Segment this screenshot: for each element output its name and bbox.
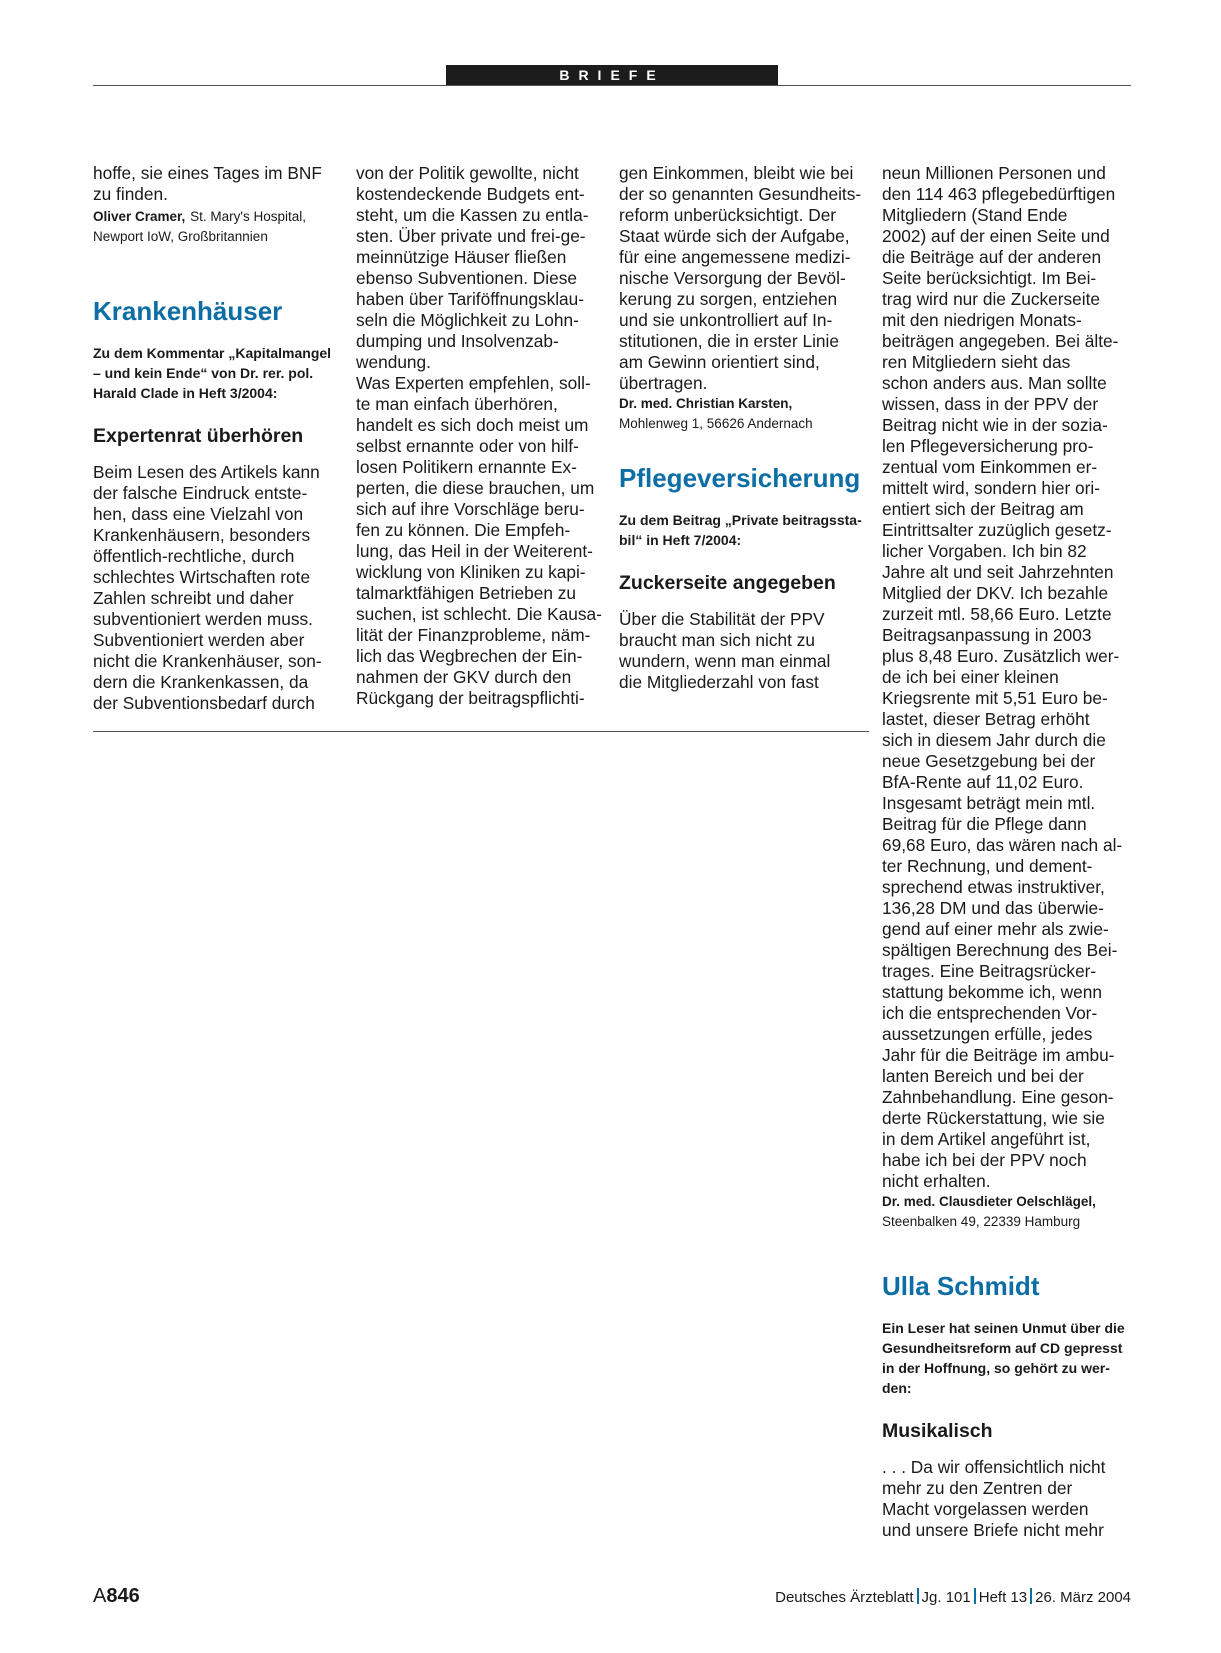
text-line: Insgesamt beträgt mein mtl. bbox=[882, 793, 1096, 813]
text-line: te man einfach überhören, bbox=[356, 394, 558, 414]
column-4 bbox=[882, 163, 1132, 1541]
letter-body bbox=[356, 163, 604, 709]
text-line: haben über Tariföffnungsklau- bbox=[356, 289, 585, 309]
text-line: talmarktfähigen Betrieben zu bbox=[356, 583, 576, 603]
letter-body bbox=[93, 462, 343, 714]
text-line: Beim Lesen des Artikels kann bbox=[93, 462, 320, 482]
text-line: licher Vorgaben. Ich bin 82 bbox=[882, 541, 1087, 561]
text-line: zurzeit mtl. 58,66 Euro. Letzte bbox=[882, 604, 1112, 624]
text-line: 2002) auf der einen Seite und bbox=[882, 226, 1110, 246]
text-line: neun Millionen Personen und bbox=[882, 163, 1106, 183]
text-line: nicht die Krankenhäuser, son- bbox=[93, 651, 322, 671]
text-line: nahmen der GKV durch den bbox=[356, 667, 572, 687]
article-intro bbox=[619, 510, 869, 550]
text-line: und unsere Briefe nicht mehr bbox=[882, 1520, 1104, 1540]
text-line: neue Gesetzgebung bei der bbox=[882, 751, 1096, 771]
intro-line: bil“ in Heft 7/2004: bbox=[619, 532, 742, 548]
continuation-text bbox=[93, 163, 343, 205]
text-line: Jahr für die Beiträge im ambu- bbox=[882, 1045, 1115, 1065]
letter-title: Zuckerseite angegeben bbox=[619, 572, 836, 594]
text-line: lität der Finanzprobleme, näm- bbox=[356, 625, 591, 645]
text-line: gend auf einer mehr als zwie- bbox=[882, 919, 1109, 939]
text-line: wissen, dass in der PPV der bbox=[882, 394, 1099, 414]
section-heading: Ulla Schmidt bbox=[882, 1271, 1040, 1301]
author-name: Dr. med. Christian Karsten, bbox=[619, 396, 793, 411]
text-line: mittelt wird, sondern hier ori- bbox=[882, 478, 1101, 498]
text-line: selbst ernannte oder von hilf- bbox=[356, 436, 579, 456]
text-line: kostendeckende Budgets ent- bbox=[356, 184, 585, 204]
author-address: Newport IoW, Großbritannien bbox=[93, 229, 268, 244]
separator bbox=[1030, 1588, 1032, 1604]
letter-signature bbox=[619, 394, 869, 434]
author-name: Dr. med. Clausdieter Oelschlägel, bbox=[882, 1194, 1096, 1209]
intro-line: Harald Clade in Heft 3/2004: bbox=[93, 385, 278, 401]
text-line: de ich bei einer kleinen bbox=[882, 667, 1059, 687]
text-line: Seite berücksichtigt. Im Bei- bbox=[882, 268, 1097, 288]
column-3 bbox=[619, 163, 869, 693]
letter-signature bbox=[93, 205, 343, 247]
letter-body bbox=[882, 1457, 1132, 1541]
text-line: Beitrag für die Pflege dann bbox=[882, 814, 1087, 834]
text-line: derte Rückerstattung, wie sie bbox=[882, 1108, 1105, 1128]
text-line: sich auf ihre Vorschläge beru- bbox=[356, 499, 585, 519]
text-line: der Subventionsbedarf durch bbox=[93, 693, 315, 713]
section-header-bar: BRIEFE bbox=[446, 65, 778, 85]
text-line: . . . Da wir offensichtlich nicht bbox=[882, 1457, 1106, 1477]
article-intro bbox=[882, 1318, 1132, 1398]
text-line: lastet, dieser Betrag erhöht bbox=[882, 709, 1090, 729]
text-line: Macht vorgelassen werden bbox=[882, 1499, 1089, 1519]
text-line: lich das Wegbrechen der Ein- bbox=[356, 646, 583, 666]
text-line: schlechtes Wirtschaften rote bbox=[93, 567, 311, 587]
text-line: mit den niedrigen Monats- bbox=[882, 310, 1082, 330]
journal-name: Deutsches Ärzteblatt bbox=[775, 1589, 914, 1606]
text-line: übertragen. bbox=[619, 373, 708, 393]
intro-line: – und kein Ende“ von Dr. rer. pol. bbox=[93, 365, 314, 381]
text-line: hen, dass eine Vielzahl von bbox=[93, 504, 304, 524]
text-line: und sie unkontrolliert auf In- bbox=[619, 310, 833, 330]
text-line: subventioniert werden muss. bbox=[93, 609, 313, 629]
text-line: sten. Über private und frei-ge- bbox=[356, 226, 586, 246]
text-line: nicht erhalten. bbox=[882, 1171, 991, 1191]
text-line: schon anders aus. Man sollte bbox=[882, 373, 1107, 393]
text-line: ich die entsprechenden Vor- bbox=[882, 1003, 1098, 1023]
text-line: Jahre alt und seit Jahrzehnten bbox=[882, 562, 1114, 582]
page-number bbox=[93, 1584, 140, 1608]
letter-signature bbox=[882, 1192, 1132, 1232]
text-line: für eine angemessene medizi- bbox=[619, 247, 851, 267]
text-line: Eintrittsalter zuzüglich gesetz- bbox=[882, 520, 1112, 540]
column-2 bbox=[356, 163, 604, 709]
column-1 bbox=[93, 163, 343, 714]
page-number-value: 846 bbox=[106, 1585, 140, 1607]
text-line: losen Politikern ernannte Ex- bbox=[356, 457, 577, 477]
text-line: zu finden. bbox=[93, 184, 168, 204]
header-rule bbox=[93, 85, 1131, 86]
text-line: Beitragsanpassung in 2003 bbox=[882, 625, 1092, 645]
text-line: reform unberücksichtigt. Der bbox=[619, 205, 837, 225]
section-heading: Krankenhäuser bbox=[93, 296, 283, 326]
journal-issue: Heft 13 bbox=[978, 1589, 1028, 1606]
article-intro bbox=[93, 343, 343, 403]
text-line: stattung bekomme ich, wenn bbox=[882, 982, 1102, 1002]
text-line: nische Versorgung der Bevöl- bbox=[619, 268, 846, 288]
text-line: am Gewinn orientiert sind, bbox=[619, 352, 820, 372]
text-line: von der Politik gewollte, nicht bbox=[356, 163, 579, 183]
text-line: ter Rechnung, und dement- bbox=[882, 856, 1093, 876]
text-line: wendung. bbox=[356, 352, 431, 372]
text-line: Beitrag nicht wie in der sozia- bbox=[882, 415, 1108, 435]
text-line: sprechend etwas instruktiver, bbox=[882, 877, 1105, 897]
text-line: fen zu können. Die Empfeh- bbox=[356, 520, 571, 540]
text-line: entiert sich der Beitrag am bbox=[882, 499, 1084, 519]
text-line: öffentlich-rechtliche, durch bbox=[93, 546, 295, 566]
text-line: seln die Möglichkeit zu Lohn- bbox=[356, 310, 579, 330]
text-line: Mitglied der DKV. Ich bezahle bbox=[882, 583, 1109, 603]
intro-line: den: bbox=[882, 1380, 912, 1396]
text-line: kerung zu sorgen, entziehen bbox=[619, 289, 838, 309]
letter-title: Musikalisch bbox=[882, 1420, 993, 1442]
text-line: aussetzungen erfülle, jedes bbox=[882, 1024, 1093, 1044]
text-line: 136,28 DM und das überwie- bbox=[882, 898, 1104, 918]
text-line: habe ich bei der PPV noch bbox=[882, 1150, 1087, 1170]
text-line: dumping und Insolvenzab- bbox=[356, 331, 559, 351]
continuation-text bbox=[619, 163, 869, 394]
text-line: stitutionen, die in erster Linie bbox=[619, 331, 839, 351]
section-heading: Pflegeversicherung bbox=[619, 463, 861, 493]
text-line: trag wird nur die Zuckerseite bbox=[882, 289, 1101, 309]
continuation-text bbox=[882, 163, 1132, 1192]
text-line: mehr zu den Zentren der bbox=[882, 1478, 1073, 1498]
text-line: Staat würde sich der Aufgabe, bbox=[619, 226, 850, 246]
text-line: braucht man sich nicht zu bbox=[619, 630, 815, 650]
text-line: Über die Stabilität der PPV bbox=[619, 609, 825, 629]
text-line: zentual vom Einkommen er- bbox=[882, 457, 1098, 477]
text-line: beiträgen angegeben. Bei älte- bbox=[882, 331, 1119, 351]
letter-body bbox=[619, 609, 869, 693]
text-line: perten, die diese brauchen, um bbox=[356, 478, 595, 498]
text-line: wundern, wenn man einmal bbox=[619, 651, 831, 671]
text-line: die Mitgliederzahl von fast bbox=[619, 672, 819, 692]
intro-line: Zu dem Kommentar „Kapitalmangel bbox=[93, 345, 332, 361]
text-line: ebenso Subventionen. Diese bbox=[356, 268, 577, 288]
text-line: der so genannten Gesundheits- bbox=[619, 184, 862, 204]
intro-line: in der Hoffnung, so gehört zu wer- bbox=[882, 1360, 1110, 1376]
text-line: trages. Eine Beitragsrücker- bbox=[882, 961, 1097, 981]
text-line: lanten Bereich und bei der bbox=[882, 1066, 1084, 1086]
text-line: plus 8,48 Euro. Zusätzlich wer- bbox=[882, 646, 1120, 666]
letter-title: Expertenrat überhören bbox=[93, 425, 304, 447]
text-line: lung, das Heil in der Weiterent- bbox=[356, 541, 593, 561]
text-line: 69,68 Euro, das wären nach al- bbox=[882, 835, 1123, 855]
text-line: sich in diesem Jahr durch die bbox=[882, 730, 1106, 750]
text-line: Zahnbehandlung. Eine geson- bbox=[882, 1087, 1114, 1107]
intro-line: Gesundheitsreform auf CD gepresst bbox=[882, 1340, 1123, 1356]
author-name: Oliver Cramer, bbox=[93, 209, 186, 224]
intro-line: Ein Leser hat seinen Unmut über die bbox=[882, 1320, 1125, 1336]
text-line: dern die Krankenkassen, da bbox=[93, 672, 309, 692]
text-line: BfA-Rente auf 11,02 Euro. bbox=[882, 772, 1084, 792]
text-line: steht, um die Kassen zu entla- bbox=[356, 205, 589, 225]
text-line: gen Einkommen, bleibt wie bei bbox=[619, 163, 854, 183]
journal-volume: Jg. 101 bbox=[921, 1589, 971, 1606]
text-line: ren Mitgliedern sieht das bbox=[882, 352, 1071, 372]
text-line: meinnützige Häuser fließen bbox=[356, 247, 567, 267]
text-line: Krankenhäusern, besonders bbox=[93, 525, 311, 545]
column-end-rule bbox=[93, 731, 869, 732]
text-line: suchen, ist schlecht. Die Kausa- bbox=[356, 604, 602, 624]
text-line: den 114 463 pflegebedürftigen bbox=[882, 184, 1116, 204]
page-prefix: A bbox=[93, 1585, 107, 1607]
intro-line: Zu dem Beitrag „Private beitragssta- bbox=[619, 512, 862, 528]
author-address: St. Mary's Hospital, bbox=[190, 209, 306, 224]
author-address: Steenbalken 49, 22339 Hamburg bbox=[882, 1214, 1081, 1229]
text-line: der falsche Eindruck entste- bbox=[93, 483, 308, 503]
text-line: Kriegsrente mit 5,51 Euro be- bbox=[882, 688, 1108, 708]
journal-footer bbox=[775, 1588, 1131, 1608]
text-line: handelt es sich doch meist um bbox=[356, 415, 589, 435]
text-line: Subventioniert werden aber bbox=[93, 630, 305, 650]
text-line: Rückgang der beitragspflichti- bbox=[356, 688, 585, 708]
author-address: Mohlenweg 1, 56626 Andernach bbox=[619, 416, 813, 431]
text-line: len Pflegeversicherung pro- bbox=[882, 436, 1094, 456]
journal-date: 26. März 2004 bbox=[1035, 1589, 1131, 1606]
text-line: Mitgliedern (Stand Ende bbox=[882, 205, 1068, 225]
text-line: wicklung von Kliniken zu kapi- bbox=[356, 562, 586, 582]
text-line: spältigen Berechnung des Bei- bbox=[882, 940, 1118, 960]
text-line: Was Experten empfehlen, soll- bbox=[356, 373, 591, 393]
separator bbox=[974, 1588, 976, 1604]
text-line: die Beiträge auf der anderen bbox=[882, 247, 1102, 267]
text-line: hoffe, sie eines Tages im BNF bbox=[93, 163, 322, 183]
text-line: in dem Artikel angeführt ist, bbox=[882, 1129, 1091, 1149]
separator bbox=[917, 1588, 919, 1604]
text-line: Zahlen schreibt und daher bbox=[93, 588, 294, 608]
